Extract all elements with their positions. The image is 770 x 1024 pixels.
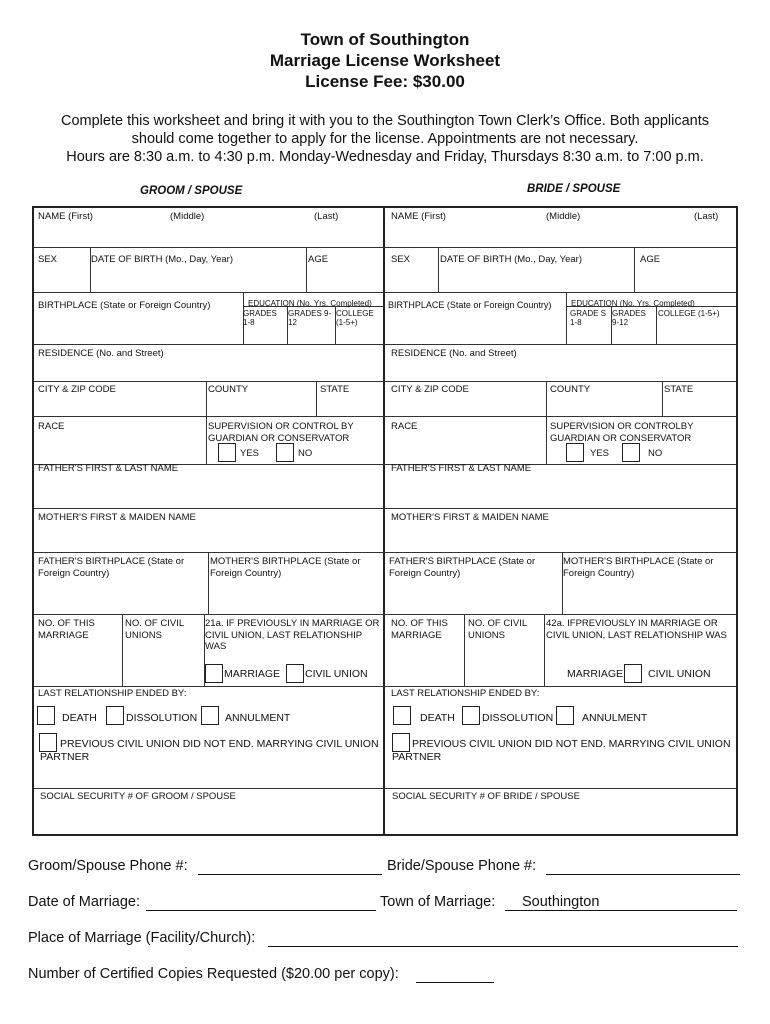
groom-annulment-checkbox[interactable] xyxy=(201,706,219,725)
bride-mother-name: MOTHER'S FIRST & MAIDEN NAME xyxy=(391,512,549,523)
bride-phone-label: Bride/Spouse Phone #: xyxy=(387,858,537,874)
bride-annulment-label: ANNULMENT xyxy=(582,712,648,724)
groom-supervision-no-checkbox[interactable] xyxy=(276,443,294,462)
intro-line-2: should come together to apply for the license. Appointments are not necessary. xyxy=(131,131,639,147)
bride-dob: DATE OF BIRTH (Mo., Day, Year) xyxy=(440,254,583,265)
bride-supervision-no-checkbox[interactable] xyxy=(622,443,640,462)
groom-ssn: SOCIAL SECURITY # OF GROOM / SPOUSE xyxy=(40,791,236,802)
groom-annulment-label: ANNULMENT xyxy=(225,712,291,724)
bride-annulment-checkbox[interactable] xyxy=(556,706,574,725)
bride-supervision: SUPERVISION OR CONTROLBY GUARDIAN OR CONSERVATOR xyxy=(550,421,694,444)
bride-grades-1-8: GRADE S 1-8 xyxy=(570,309,607,327)
groom-grades-9-12: GRADES 9-12 xyxy=(288,309,332,327)
bride-city-zip: CITY & ZIP CODE xyxy=(391,384,469,395)
bride-supervision-yes-checkbox[interactable] xyxy=(566,443,584,462)
bride-college: COLLEGE (1-5+) xyxy=(658,309,720,318)
groom-name-last: (Last) xyxy=(314,211,339,222)
groom-supervision: SUPERVISION OR CONTROL BY GUARDIAN OR CONSERVATOR xyxy=(208,421,354,444)
bride-father-birthplace: FATHER'S BIRTHPLACE (State or Foreign Country) xyxy=(389,556,536,579)
groom-civil-union-label: CIVIL UNION xyxy=(305,668,368,680)
bride-marriage-label: MARRIAGE xyxy=(567,668,624,680)
place-marriage-field[interactable] xyxy=(268,946,738,947)
groom-state: STATE xyxy=(320,384,350,395)
bride-mother-birthplace: MOTHER'S BIRTHPLACE (State or Foreign Country) xyxy=(563,556,714,579)
certified-copies-field[interactable] xyxy=(416,982,494,983)
groom-college: COLLEGE (1-5+) xyxy=(336,309,374,327)
groom-age: AGE xyxy=(308,254,329,265)
groom-no-marriage: NO. OF THIS MARRIAGE xyxy=(38,618,95,641)
groom-education: EDUCATION (No. Yrs. Completed) xyxy=(248,299,372,308)
groom-race: RACE xyxy=(38,421,65,432)
date-marriage-label: Date of Marriage: xyxy=(28,894,141,910)
bride-yes-label: YES xyxy=(590,448,610,459)
groom-death-label: DEATH xyxy=(62,712,97,724)
groom-father-name: FATHER'S FIRST & LAST NAME xyxy=(38,463,179,474)
bride-civil-union-label: CIVIL UNION xyxy=(648,668,711,680)
groom-name-middle: (Middle) xyxy=(170,211,205,222)
town-marriage-field[interactable] xyxy=(505,910,737,911)
intro-line-1: Complete this worksheet and bring it with you to the Southington Town Clerk’s Office. Both applicants xyxy=(60,113,710,129)
groom-yes-label: YES xyxy=(240,448,260,459)
bride-name-middle: (Middle) xyxy=(546,211,581,222)
place-marriage-label: Place of Marriage (Facility/Church): xyxy=(28,930,256,946)
bride-dissolution-label: DISSOLUTION xyxy=(482,712,554,724)
certified-copies-label: Number of Certified Copies Requested ($20.00 per copy): xyxy=(28,966,399,982)
bride-death-checkbox[interactable] xyxy=(393,706,411,725)
bride-birthplace: BIRTHPLACE (State or Foreign Country) xyxy=(388,300,552,310)
bride-sex: SEX xyxy=(391,254,411,265)
groom-phone-label: Groom/Spouse Phone #: xyxy=(28,858,188,874)
groom-marriage-label: MARRIAGE xyxy=(224,668,281,680)
bride-state: STATE xyxy=(664,384,694,395)
groom-dob: DATE OF BIRTH (Mo., Day, Year) xyxy=(91,254,234,265)
groom-birthplace: BIRTHPLACE (State or Foreign Country) xyxy=(38,300,211,311)
bride-phone-field[interactable] xyxy=(546,874,740,875)
groom-ended-by: LAST RELATIONSHIP ENDED BY: xyxy=(38,688,187,699)
groom-supervision-yes-checkbox[interactable] xyxy=(218,443,236,462)
intro-line-3: Hours are 8:30 a.m. to 4:30 p.m. Monday-Wednesday and Friday, Thursdays 8:30 a.m. to 7:00 p.m. xyxy=(66,149,704,165)
bride-column-heading: BRIDE / SPOUSE xyxy=(527,183,621,195)
groom-no-civil-unions: NO. OF CIVIL UNIONS xyxy=(125,618,184,641)
groom-dissolution-label: DISSOLUTION xyxy=(126,712,198,724)
groom-phone-field[interactable] xyxy=(198,874,382,875)
bride-name-last: (Last) xyxy=(694,211,719,222)
groom-father-birthplace: FATHER'S BIRTHPLACE (State or Foreign Country) xyxy=(38,556,185,579)
bride-no-marriage: NO. OF THIS MARRIAGE xyxy=(391,618,448,641)
groom-city-zip: CITY & ZIP CODE xyxy=(38,384,116,395)
bride-education: EDUCATION (No. Yrs. Completed) xyxy=(571,299,695,308)
form-title: Town of Southington xyxy=(300,30,470,49)
bride-no-civil-unions: NO. OF CIVIL UNIONS xyxy=(468,618,527,641)
bride-prev-cu-label: PREVIOUS CIVIL UNION DID NOT END. MARRYING CIVIL UNION PARTNER xyxy=(392,738,731,763)
groom-name-first: NAME (First) xyxy=(38,211,93,222)
groom-death-checkbox[interactable] xyxy=(37,706,55,725)
groom-mother-name: MOTHER'S FIRST & MAIDEN NAME xyxy=(38,512,196,523)
groom-column-heading: GROOM / SPOUSE xyxy=(140,185,243,197)
bride-age: AGE xyxy=(640,254,661,265)
bride-father-name: FATHER'S FIRST & LAST NAME xyxy=(391,463,532,474)
groom-no-label: NO xyxy=(298,448,313,459)
bride-race: RACE xyxy=(391,421,418,432)
bride-no-label: NO xyxy=(648,448,663,459)
bride-residence: RESIDENCE (No. and Street) xyxy=(391,348,517,359)
form-subtitle: Marriage License Worksheet xyxy=(269,51,501,70)
bride-death-label: DEATH xyxy=(420,712,455,724)
groom-dissolution-checkbox[interactable] xyxy=(106,706,124,725)
bride-grades-9-12: GRADES 9-12 xyxy=(612,309,646,327)
groom-sex: SEX xyxy=(38,254,58,265)
bride-ssn: SOCIAL SECURITY # OF BRIDE / SPOUSE xyxy=(392,791,580,802)
groom-prev-cu-label: PREVIOUS CIVIL UNION DID NOT END. MARRYING CIVIL UNION PARTNER xyxy=(40,738,379,763)
bride-county: COUNTY xyxy=(550,384,591,395)
town-marriage-value: Southington xyxy=(522,894,600,910)
groom-residence: RESIDENCE (No. and Street) xyxy=(38,348,164,359)
date-marriage-field[interactable] xyxy=(146,910,376,911)
bride-ended-by: LAST RELATIONSHIP ENDED BY: xyxy=(391,688,540,699)
groom-mother-birthplace: MOTHER'S BIRTHPLACE (State or Foreign Country) xyxy=(210,556,361,579)
license-fee: License Fee: $30.00 xyxy=(305,72,465,91)
town-marriage-label: Town of Marriage: xyxy=(380,894,496,910)
groom-county: COUNTY xyxy=(208,384,249,395)
groom-prev-civil-union-checkbox[interactable] xyxy=(286,664,304,683)
groom-prev-marriage-checkbox[interactable] xyxy=(205,664,223,683)
bride-previous-relationship: 42a. IFPREVIOUSLY IN MARRIAGE OR CIVIL UNION, LAST RELATIONSHIP WAS xyxy=(546,618,727,641)
groom-grades-1-8: GRADES 1-8 xyxy=(243,309,277,327)
bride-name-first: NAME (First) xyxy=(391,211,446,222)
bride-prev-marriage-checkbox[interactable] xyxy=(624,664,642,683)
bride-dissolution-checkbox[interactable] xyxy=(462,706,480,725)
groom-previous-relationship: 21a. IF PREVIOUSLY IN MARRIAGE OR CIVIL UNION, LAST RELATIONSHIP WAS xyxy=(205,618,380,652)
